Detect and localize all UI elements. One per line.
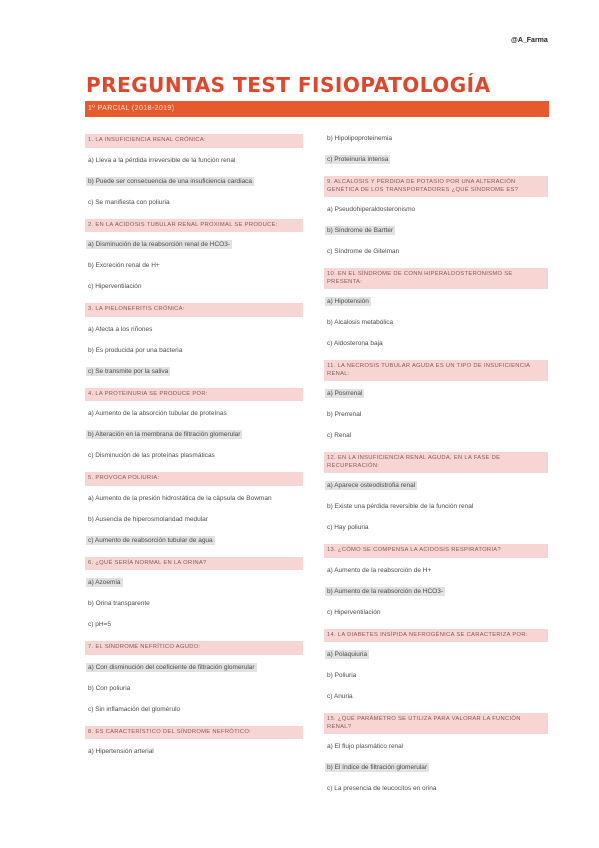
question-heading: 5. PROVOCA POLIURIA: (85, 472, 303, 486)
answer-option[interactable] (325, 410, 548, 419)
answer-option-text: b) Ausencia de hiperosmolaridad medular (88, 515, 208, 523)
answer-option[interactable] (325, 205, 548, 214)
question-heading: 3. LA PIELONEFRITIS CRÓNICA: (85, 303, 303, 317)
answer-option-text: a) Polaquiuria (327, 651, 368, 658)
author-handle: @A_Farma (511, 37, 548, 44)
answer-option[interactable] (86, 198, 303, 207)
question-heading: 12. EN LA INSUFICIENCIA RENAL AGUDA, EN LA FASE DE RECUPERACIÓN: (324, 452, 548, 473)
question-block (85, 134, 303, 207)
page-title: PREGUNTAS TEST FISIOPATOLOGÍA (86, 73, 491, 97)
question-block (324, 452, 548, 532)
question-block (85, 726, 303, 757)
answer-option[interactable] (86, 451, 303, 460)
question-heading: 9. ALCALOSIS Y PÉRDIDA DE POTASIO POR UNA ALTERACIÓN GENÉTICA DE LOS TRANSPORTADORES ¿QUÉ SÍNDROME ES? (324, 176, 548, 197)
answer-option-text: c) Sin inflamación del glomérulo (88, 705, 181, 713)
question-block (324, 629, 548, 702)
answer-option-text: b) Con poliuria (88, 684, 131, 692)
answer-option[interactable] (86, 515, 303, 524)
answer-option[interactable] (86, 684, 303, 693)
answer-option[interactable] (86, 177, 303, 186)
answer-option-text: c) Hay poliuria (327, 524, 369, 531)
answer-option[interactable] (325, 742, 548, 751)
answer-option-text: c) Hiperventilación (88, 283, 142, 290)
answer-option[interactable] (86, 261, 303, 270)
question-heading: 1. LA INSUFICIENCIA RENAL CRÓNICA: (85, 134, 303, 148)
question-heading: 10. EN EL SÍNDROME DE CONN HIPERALDOSTERONISMO SE PRESENTA: (324, 268, 548, 289)
question-block (85, 641, 303, 714)
answer-option[interactable] (86, 747, 303, 756)
right-column (324, 134, 548, 805)
answer-option-text: c) Aldosterona baja (327, 340, 383, 347)
answer-option-text: c) Proteinuria intensa (327, 156, 389, 163)
answer-option-text: b) Hipolipoproteinemia (327, 135, 393, 142)
answer-option[interactable] (325, 692, 548, 701)
question-heading: 15. ¿QUÉ PARÁMETRO SE UTILIZA PARA VALORAR LA FUNCIÓN RENAL? (324, 713, 548, 734)
answer-option[interactable] (86, 536, 303, 545)
answer-option[interactable] (86, 156, 303, 165)
question-heading: 8. ES CARACTERÍSTICO DEL SÍNDROME NEFRÓTICO: (85, 726, 303, 740)
question-heading: 6. ¿QUÉ SERÍA NORMAL EN LA ORINA? (85, 557, 303, 571)
answer-option-text: b) Prerrenal (327, 411, 362, 418)
question-block (324, 544, 548, 617)
answer-option-text: c) Se manifiesta con poliuria (88, 198, 170, 206)
answer-option-text: b) Aumento de la reabsorción de HCO3- (327, 587, 443, 595)
question-block (85, 388, 303, 461)
answer-option-text: a) Hipotensión (327, 298, 369, 305)
answer-option[interactable] (325, 226, 548, 235)
answer-option-text: b) Síndrome de Bartter (327, 227, 394, 234)
answer-option[interactable] (325, 431, 548, 440)
question-heading: 4. LA PROTEINURIA SE PRODUCE POR: (85, 388, 303, 402)
question-heading: 11. LA NECROSIS TUBULAR AGUDA ES UN TIPO DE INSUFICIENCIA RENAL: (324, 360, 548, 381)
answer-option-text: a) Disminución de la reabsorción renal de HCO3- (88, 241, 230, 248)
subtitle-bar (85, 101, 549, 117)
answer-option-text: a) Afecta a los riñones (88, 325, 153, 333)
answer-option-text: a) Aumento de la presión hidrostática de la cápsula de Bowman (88, 494, 272, 502)
question-heading: 13. ¿CÓMO SE COMPENSA LA ACIDOSIS RESPIRATORIA? (324, 544, 548, 558)
answer-option-text: b) Existe una pérdida reversible de la función renal (327, 503, 474, 510)
answer-option[interactable] (86, 663, 303, 672)
answer-option[interactable] (325, 502, 548, 511)
answer-option[interactable] (86, 240, 303, 249)
answer-option-text: c) Hiperventilación (327, 608, 381, 616)
answer-option-text: b) Es producida por una bacteria (88, 346, 183, 354)
answer-option[interactable] (325, 318, 548, 327)
question-heading: 14. LA DIABETES INSÍPIDA NEFROGÉNICA SE CARACTERIZA POR: (324, 629, 548, 643)
answer-option-text: a) Azoemia (88, 579, 121, 586)
answer-option[interactable] (86, 705, 303, 714)
answer-option-text: b) Orina transparente (88, 600, 150, 607)
answer-option-text: c) Anuria (327, 693, 353, 700)
question-block (324, 268, 548, 348)
answer-option-text: a) El flujo plasmático renal (327, 743, 404, 750)
left-column (85, 134, 303, 768)
answer-option-text: b) El índice de filtración glomerular (327, 764, 428, 771)
answer-option-text: b) Alcalosis metabólica (327, 319, 394, 326)
answer-option[interactable] (325, 608, 548, 617)
answer-option-text: c) Disminución de las proteínas plasmáticas (88, 452, 215, 459)
answer-option-text: a) Con disminución del coeficiente de filtración glomerular (88, 663, 255, 671)
answer-option[interactable] (325, 763, 548, 772)
answer-option-text: a) Aparece osteodistrofia renal (327, 482, 416, 489)
answer-option[interactable] (325, 523, 548, 532)
answer-option[interactable] (325, 389, 548, 398)
answer-option[interactable] (86, 325, 303, 334)
question-block (324, 360, 548, 440)
continued-options (324, 134, 548, 164)
answer-option[interactable] (86, 599, 303, 608)
answer-option[interactable] (325, 587, 548, 596)
question-heading: 7. EL SÍNDROME NEFRÍTICO AGUDO: (85, 641, 303, 655)
answer-option[interactable] (86, 346, 303, 355)
answer-option-text: c) Renal (327, 432, 352, 439)
answer-option[interactable] (86, 409, 303, 418)
answer-option[interactable] (325, 671, 548, 680)
answer-option[interactable] (325, 650, 548, 659)
answer-option[interactable] (325, 247, 548, 256)
answer-option-text: a) Posrrenal (327, 390, 363, 397)
answer-option-text: b) Poliuria (327, 672, 357, 679)
answer-option-text: a) Aumento de la absorción tubular de proteínas (88, 410, 227, 417)
question-block (324, 176, 548, 256)
answer-option[interactable] (325, 134, 548, 143)
answer-option[interactable] (325, 784, 548, 793)
answer-option-text: c) La presencia de leucocitos en orina (327, 785, 437, 792)
question-heading: 2. EN LA ACIDOSIS TUBULAR RENAL PROXIMAL SE PRODUCE: (85, 219, 303, 233)
question-block (85, 557, 303, 630)
answer-option[interactable] (86, 282, 303, 291)
answer-option-text: b) Alteración en la membrana de filtración glomerular (88, 431, 241, 438)
question-block (85, 219, 303, 292)
subtitle: 1º PARCIAL (2018-2019) (88, 105, 175, 112)
answer-option[interactable] (325, 297, 548, 306)
answer-option[interactable] (325, 481, 548, 490)
answer-option[interactable] (325, 155, 548, 164)
answer-option-text: c) Se transmite por la saliva (88, 367, 169, 375)
answer-option-text: c) Aumento de reabsorción tubular de agua (88, 536, 213, 544)
answer-option-text: b) Excreción renal de H+ (88, 262, 160, 269)
answer-option[interactable] (86, 620, 303, 629)
answer-option-text: a) Lleva a la pérdida irreversible de la función renal (88, 156, 236, 164)
answer-option[interactable] (86, 367, 303, 376)
answer-option[interactable] (325, 339, 548, 348)
answer-option-text: a) Aumento de la reabsorción de H+ (327, 566, 432, 574)
question-block (85, 303, 303, 376)
answer-option-text: c) pH=5 (88, 621, 111, 628)
answer-option[interactable] (325, 566, 548, 575)
answer-option-text: a) Pseudohiperaldosteronismo (327, 206, 416, 213)
answer-option-text: c) Síndrome de Gitelman (327, 248, 400, 255)
answer-option[interactable] (86, 578, 303, 587)
answer-option[interactable] (86, 494, 303, 503)
question-block (324, 713, 548, 793)
question-block (85, 472, 303, 545)
answer-option-text: a) Hipertensión arterial (88, 748, 154, 755)
answer-option[interactable] (86, 430, 303, 439)
answer-option-text: b) Puede ser consecuencia de una insuficiencia cardiaca (88, 177, 253, 185)
